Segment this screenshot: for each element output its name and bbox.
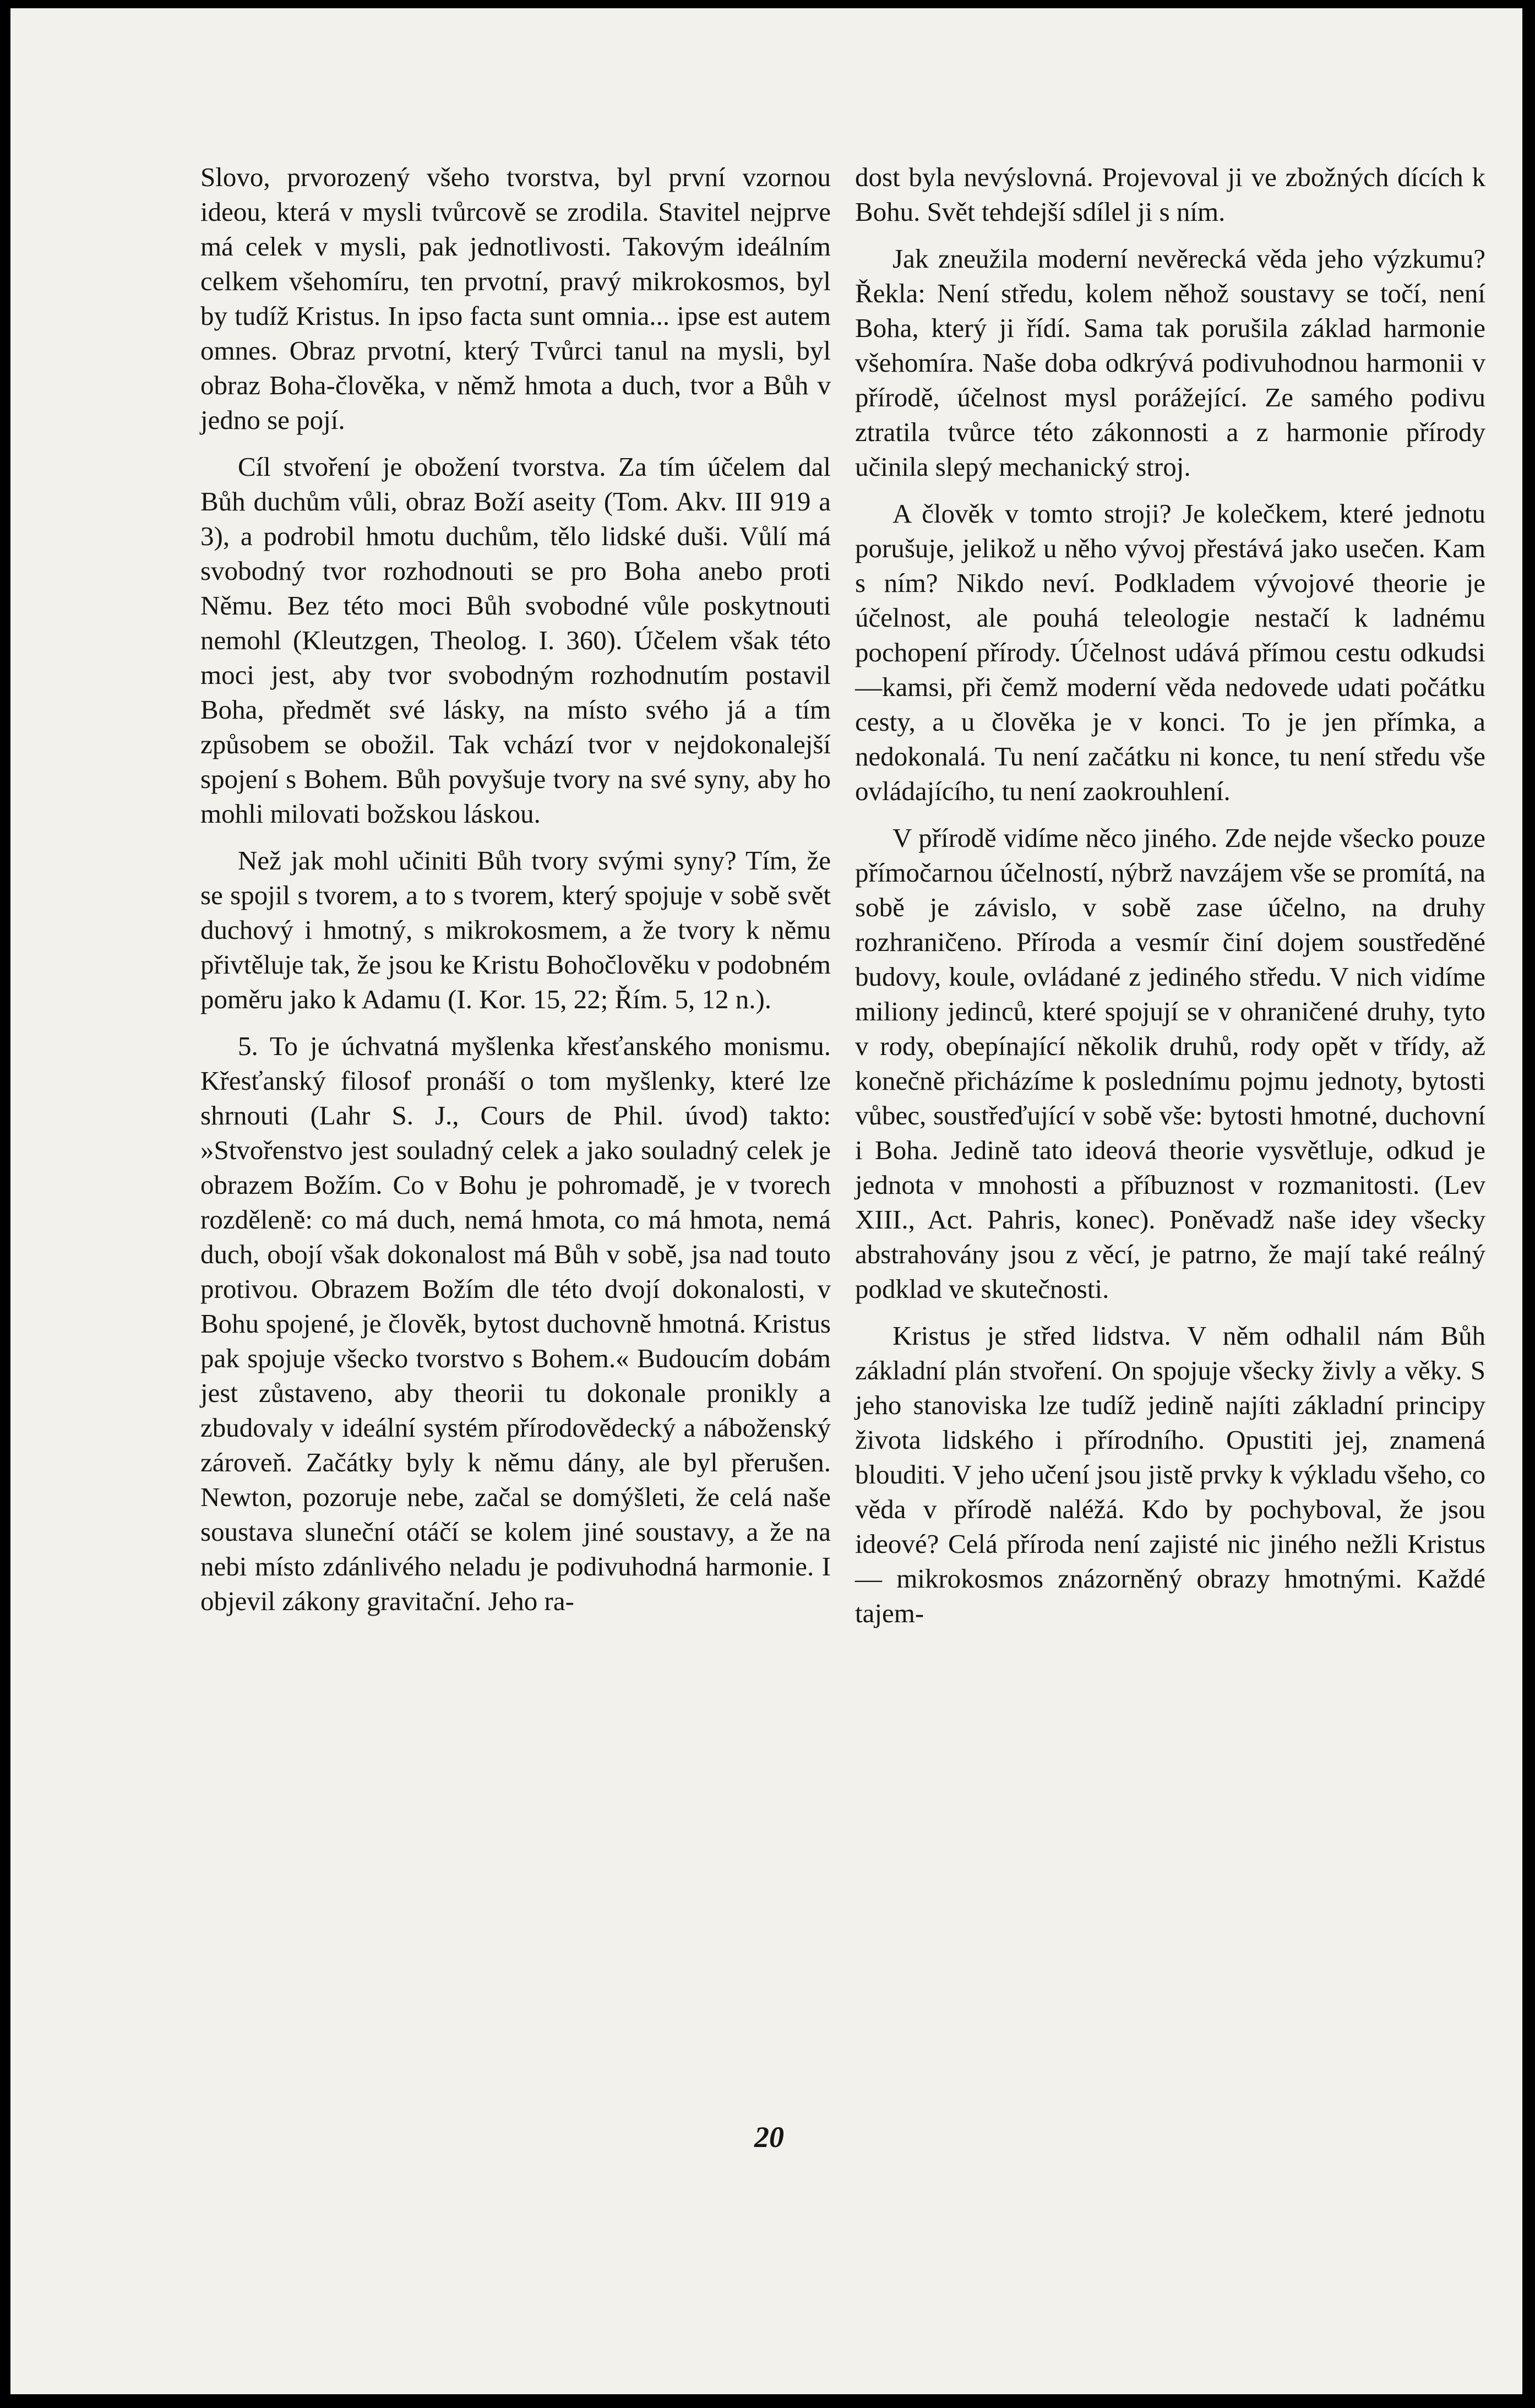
book-page [8, 6, 1525, 2397]
right-column [855, 160, 1485, 1643]
paragraph: A člověk v tomto stroji? Je kolečkem, které jednotu porušuje, jelikož u něho vývoj přestává jako usečen. Kam s ním? Nikdo neví. Podkladem vývojové theorie je účelnost, ale pouhá teleologie nestačí k ladnému pochopení přírody. Účelnost udává přímou cestu odkudsi—kamsi, při čemž moderní věda nedovede udati počátku cesty, a u člověka je v konci. To je jen přímka, a nedokonalá. Tu není začátku ni konce, tu není středu vše ovládajícího, tu není zaokrouhlení. [855, 498, 1485, 806]
page-number: 20 [754, 2121, 784, 2154]
paragraph: 5. To je úchvatná myšlenka křesťanského monismu. Křesťanský filosof pronáší o tom myšlenky, které lze shrnouti (Lahr S. J., Cours de Phil. úvod) takto: »Stvořenstvo jest souladný celek a jako souladný celek je obrazem Božím. Co v Bohu je pohromadě, je v tvorech rozděleně: co má duch, nemá hmota, co má hmota, nemá duch, obojí však dokonalost má Bůh v sobě, jsa nad touto protivou. Obrazem Božím dle této dvojí dokonalosti, v Bohu spojené, je člověk, bytost duchovně hmotná. Kristus pak spojuje všecko tvorstvo s Bohem.« Budoucím dobám jest zůstaveno, aby theorii tu dokonale pronikly a zbudovaly v ideální systém přírodovědecký a náboženský zároveň. Začátky byly k němu dány, ale byl přerušen. Newton, pozoruje nebe, začal se domýšleti, že celá naše soustava sluneční otáčí se kolem jiné soustavy, a že na nebi místo zdánlivého neladu je podivuhodná harmonie. I objevil zákony gravitační. Jeho ra- [200, 1031, 831, 1616]
paragraph: V přírodě vidíme něco jiného. Zde nejde všecko pouze přímočarnou účelností, nýbrž navzájem vše se promítá, na sobě je závislo, v sobě zase účelno, na druhy rozhraničeno. Příroda a vesmír činí dojem soustředěné budovy, koule, ovládané z jediného středu. V nich vidíme miliony jedinců, které spojují se v ohraničené druhy, tyto v rody, obepínající několik druhů, rody opět v třídy, až konečně přicházíme k poslednímu pojmu jednoty, bytosti vůbec, soustřeďující v sobě vše: bytosti hmotné, duchovní i Boha. Jedině tato ideová theorie vysvětluje, odkud je jednota v mnohosti a příbuznost v rozmanitosti. (Lev XIII., Act. Pahris, konec). Poněvadž naše idey všecky abstrahovány jsou z věcí, je patrno, že mají také reálný podklad ve skutečnosti. [855, 823, 1485, 1304]
paragraph: dost byla nevýslovná. Projevoval ji ve zbožných dících k Bohu. Svět tehdejší sdílel ji s ním. [855, 162, 1485, 227]
left-column [200, 160, 831, 1630]
paragraph: Jak zneužila moderní nevěrecká věda jeho výzkumu? Řekla: Není středu, kolem něhož soustavy se točí, není Boha, který ji řídí. Sama tak porušila základ harmonie všehomíra. Naše doba odkrývá podivuhodnou harmonii v přírodě, účelnost mysl porážející. Ze samého podivu ztratila tvůrce této zákonnosti a z harmonie přírody učinila slepý mechanický stroj. [855, 243, 1485, 482]
paragraph: Kristus je střed lidstva. V něm odhalil nám Bůh základní plán stvoření. On spojuje všecky živly a věky. S jeho stanoviska lze tudíž jedině najíti základní principy života lidského i přírodního. Opustiti jej, znamená blouditi. V jeho učení jsou jistě prvky k výkladu všeho, co věda v přírodě naléžá. Kdo by pochyboval, že jsou ideové? Celá příroda není zajisté nic jiného nežli Kristus — mikrokosmos znázorněný obrazy hmotnými. Každé tajem- [855, 1320, 1485, 1628]
paragraph: Než jak mohl učiniti Bůh tvory svými syny? Tím, že se spojil s tvorem, a to s tvorem, který spojuje v sobě svět duchový i hmotný, s mikrokosmem, a že tvory k němu přivtěluje tak, že jsou ke Kristu Bohočlověku v podobném poměru jako k Adamu (I. Kor. 15, 22; Řím. 5, 12 n.). [200, 845, 831, 1014]
paragraph: Slovo, prvorozený všeho tvorstva, byl první vzornou ideou, která v mysli tvůrcově se zrodila. Stavitel nejprve má celek v mysli, pak jednotlivosti. Takovým ideálním celkem všehomíru, ten prvotní, pravý mikrokosmos, byl by tudíž Kristus. In ipso facta sunt omnia... ipse est autem omnes. Obraz prvotní, který Tvůrci tanul na mysli, byl obraz Boha-člověka, v němž hmota a duch, tvor a Bůh v jedno se pojí. [200, 162, 831, 435]
paragraph: Cíl stvoření je obožení tvorstva. Za tím účelem dal Bůh duchům vůli, obraz Boží aseity (Tom. Akv. III 919 a 3), a podrobil hmotu duchům, tělo lidské duši. Vůlí má svobodný tvor rozhodnouti se pro Boha anebo proti Němu. Bez této moci Bůh svobodné vůle poskytnouti nemohl (Kleutzgen, Theolog. I. 360). Účelem však této moci jest, aby tvor svobodným rozhodnutím postavil Boha, předmět své lásky, na místo svého já a tím způsobem se obožil. Tak vchází tvor v nejdokonalejší spojení s Bohem. Bůh povyšuje tvory na své syny, aby ho mohli milovati božskou láskou. [200, 452, 831, 829]
